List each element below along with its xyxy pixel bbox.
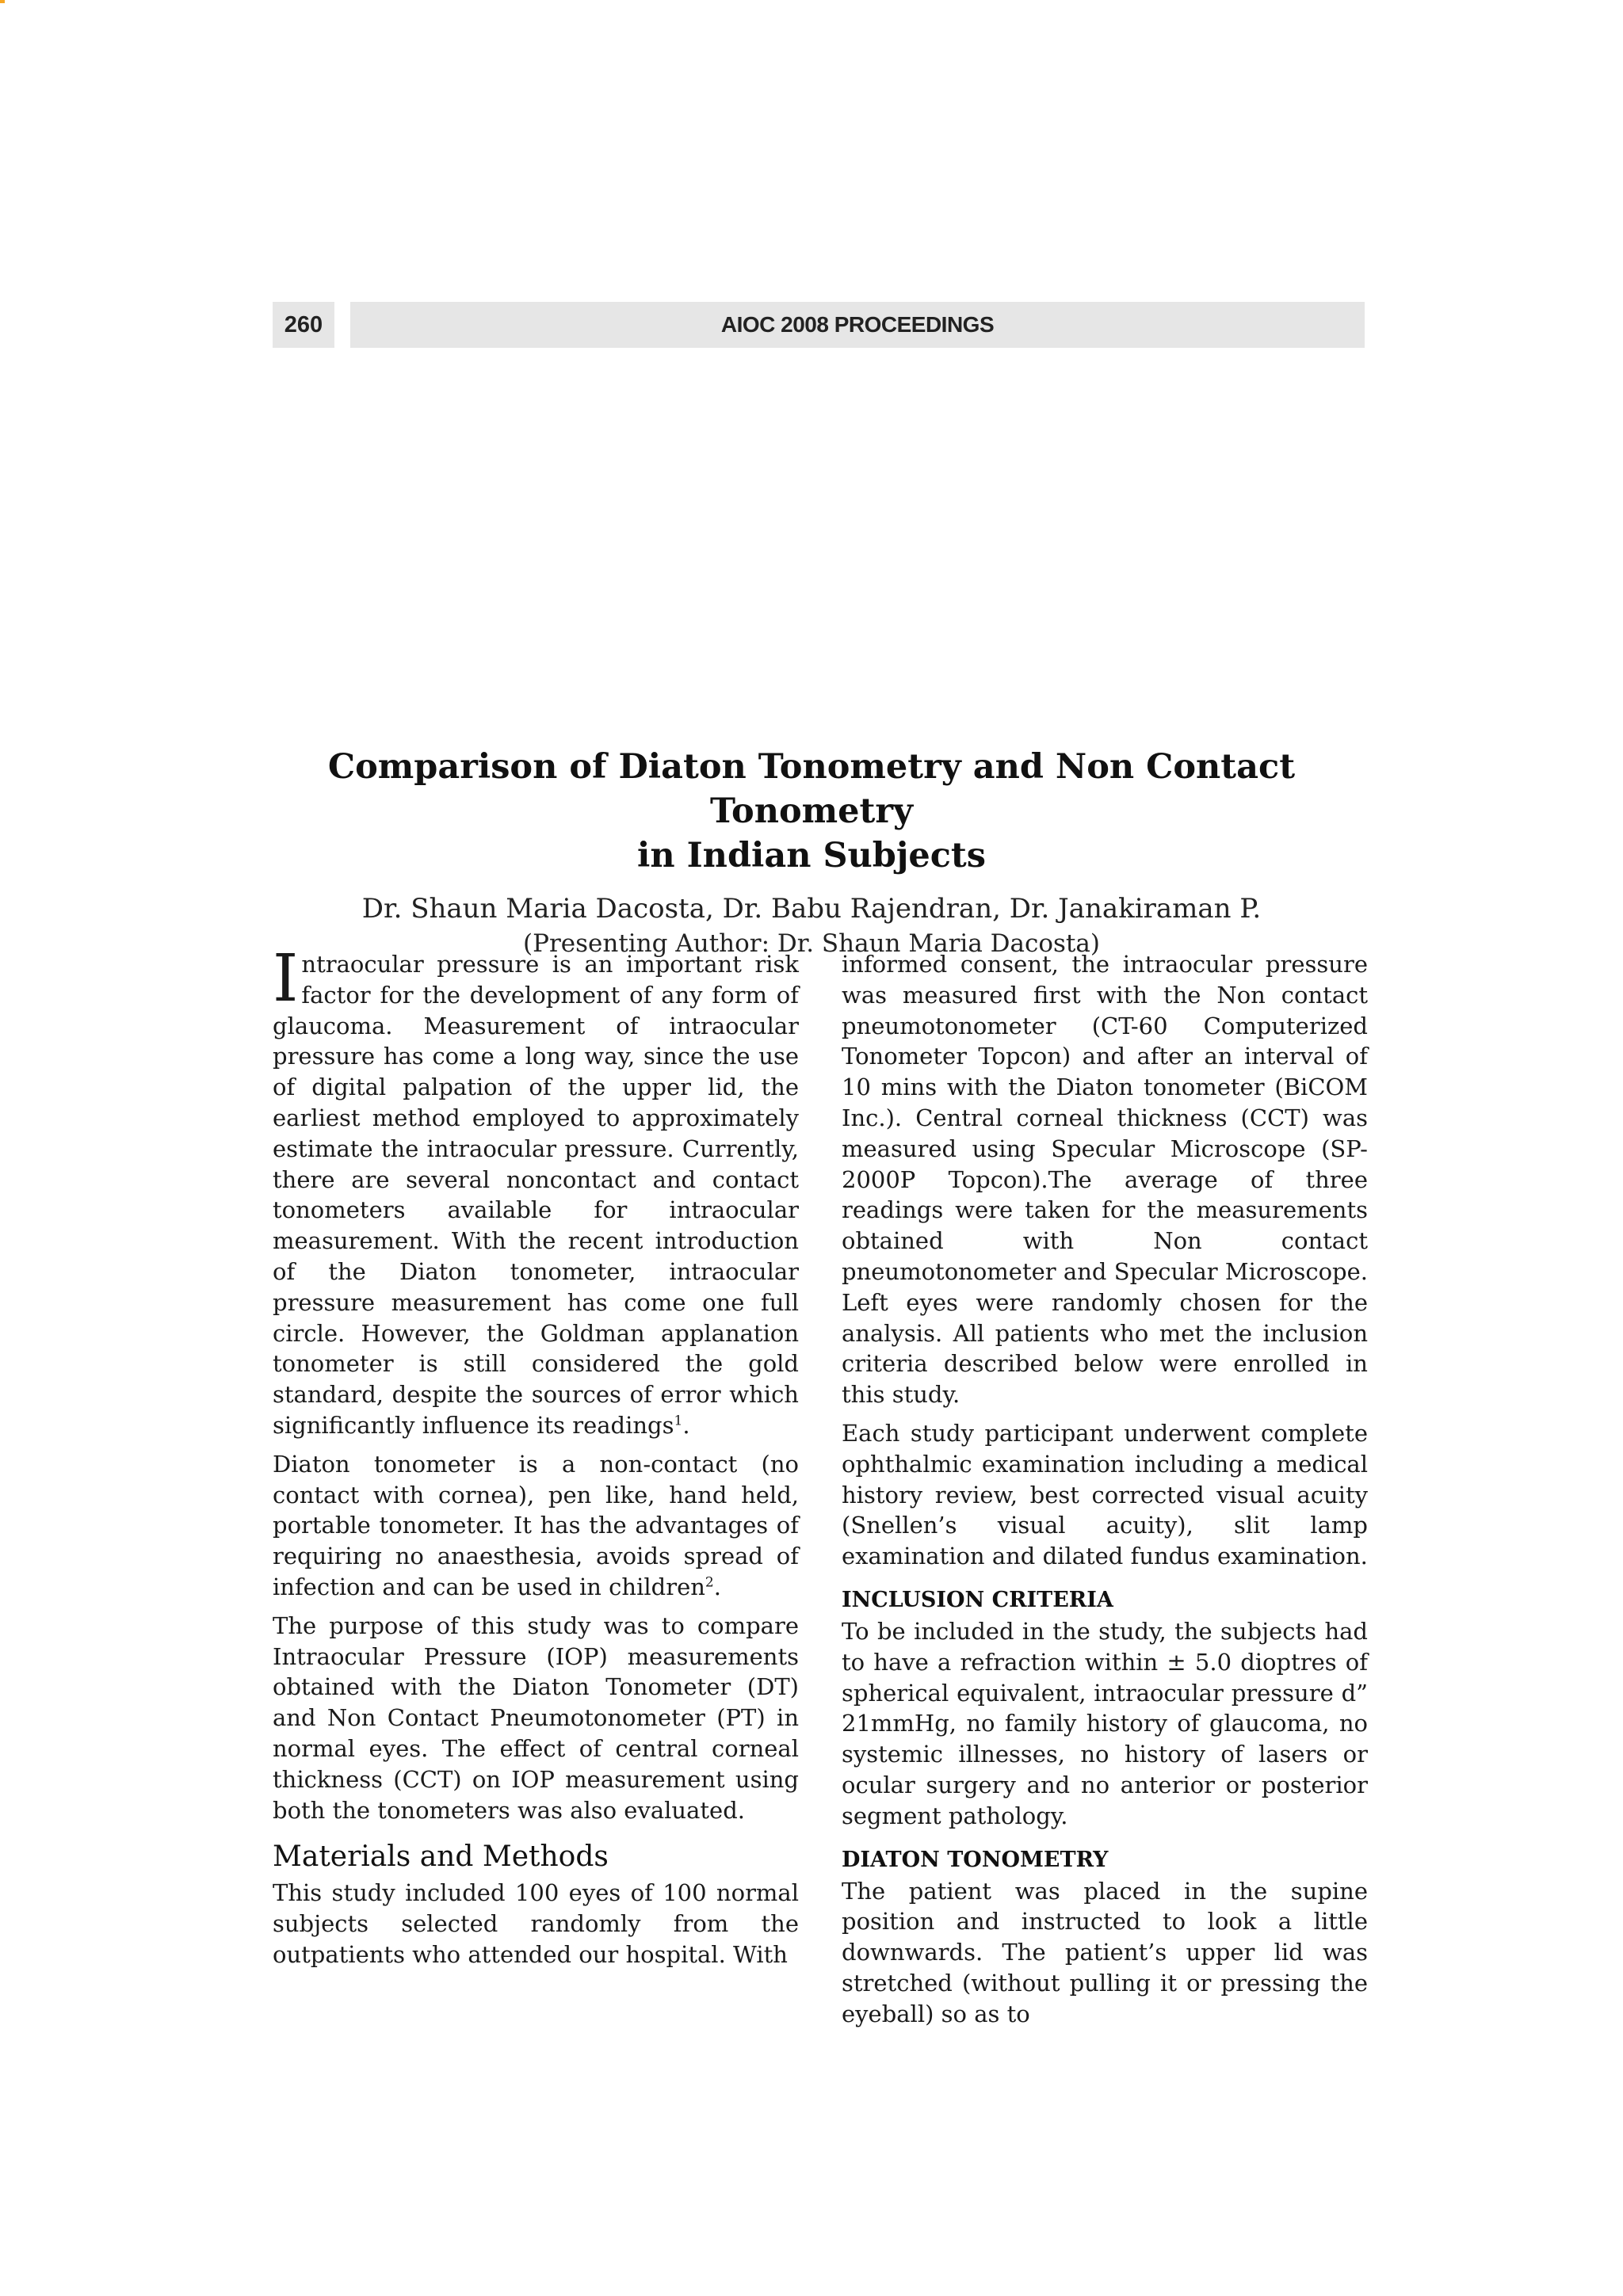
inclusion-criteria-heading: INCLUSION CRITERIA <box>842 1587 1113 1612</box>
materials-methods-heading: Materials and Methods <box>273 1840 609 1874</box>
presenting-author: (Presenting Author: Dr. Shaun Maria Dacosta) <box>523 929 1100 958</box>
consent-paragraph: informed consent, the intraocular pressure was measured first with the Non contact pneumotonometer (CT-60 Computerized Tonometer Topcon) and after an interval of 10 mins with the Diaton tonometer (BiCOM Inc.). Central corneal thickness (CCT) was measured using Specular Microscope (SP-2000P Topcon).The average of three readings were taken for the measurements obtained with Non contact pneumotonometer and Specular Microscope. Left eyes were randomly chosen for the analysis. All patients who met the inclusion criteria described below were enrolled in this study. <box>842 951 1368 1409</box>
article-title <box>238 745 1385 878</box>
diaton-description-paragraph: Diaton tonometer is a non-contact (no contact with cornea), pen like, hand held, portable tonometer. It has the advantages of requiring no anaesthesia, avoids spread of infection and can be used in children$^2$. <box>273 1450 799 1600</box>
corner-crop-mark <box>0 0 5 3</box>
running-head-title: AIOC 2008 PROCEEDINGS <box>350 302 1365 348</box>
reference-marker-1: 1 <box>674 1413 683 1429</box>
diaton-description-text: Diaton tonometer is a non-contact (no contact with cornea), pen like, hand held, portable tonometer. It has the advantages of requiring no anaesthesia, avoids spread of infection and can be used in children <box>273 1450 799 1600</box>
running-header <box>273 302 1365 348</box>
page-number: 260 <box>273 302 334 348</box>
examination-paragraph: Each study participant underwent complete ophthalmic examination including a medical history review, best corrected visual acuity (Snellen’s visual acuity), slit lamp examination and dilated fundus examination. <box>842 1419 1368 1570</box>
diaton-tonometry-paragraph: The patient was placed in the supine position and instructed to look a little downwards. The patient’s upper lid was stretched (without pulling it or pressing the eyeball) so as to <box>842 1877 1368 2027</box>
left-text-column <box>273 941 799 1978</box>
article-title-line-2: in Indian Subjects <box>637 836 986 875</box>
drop-cap: I <box>273 941 299 1016</box>
article-title-block <box>238 745 1385 960</box>
intro-paragraph: Intraocular pressure is an important risk factor for the development of any form of glaucoma. Measurement of intraocular pressure has come a long way, since the use of digital palpation of the upper lid, the earliest method employed to approximately estimate the intraocular pressure. Currently, there are several noncontact and contact tonometers available for intraocular measurement. With the recent introduction of the Diaton tonometer, intraocular pressure measurement has come one full circle. However, the Goldman applanation tonometer is still considered the gold standard, despite the sources of error which significantly influence its readings$^1$. <box>273 941 799 1439</box>
article-title-line-1: Comparison of Diaton Tonometry and Non Contact Tonometry <box>327 747 1296 831</box>
author-list: Dr. Shaun Maria Dacosta, Dr. Babu Rajendran, Dr. Janakiraman P. <box>361 893 1262 925</box>
reference-marker-2: 2 <box>705 1574 714 1591</box>
methods-paragraph: This study included 100 eyes of 100 normal subjects selected randomly from the outpatients who attended our hospital. With <box>273 1879 799 1968</box>
intro-text: ntraocular pressure is an important risk factor for the development of any form of glaucoma. Measurement of intraocular pressure has come a long way, since the use of digital palpation of the upper lid, the earliest method employed to approximately estimate the intraocular pressure. Currently, there are several noncontact and contact tonometers available for intraocular measurement. With the recent introduction of the Diaton tonometer, intraocular pressure measurement has come one full circle. However, the Goldman applanation tonometer is still considered the gold standard, despite the sources of error which significantly influence its readings <box>273 951 799 1439</box>
right-text-column <box>842 949 1368 2038</box>
diaton-tonometry-heading: DIATON TONOMETRY <box>842 1847 1109 1872</box>
inclusion-criteria-paragraph: To be included in the study, the subjects had to have a refraction within ± 5.0 dioptres of spherical equivalent, intraocular pressure d” 21mmHg, no family history of glaucoma, no systemic illnesses, no history of lasers or ocular surgery and no anterior or posterior segment pathology. <box>842 1617 1368 1829</box>
purpose-paragraph: The purpose of this study was to compare Intraocular Pressure (IOP) measurements obtained with the Diaton Tonometer (DT) and Non Contact Pneumotonometer (PT) in normal eyes. The effect of central corneal thickness (CCT) on IOP measurement using both the tonometers was also evaluated. <box>273 1611 799 1824</box>
